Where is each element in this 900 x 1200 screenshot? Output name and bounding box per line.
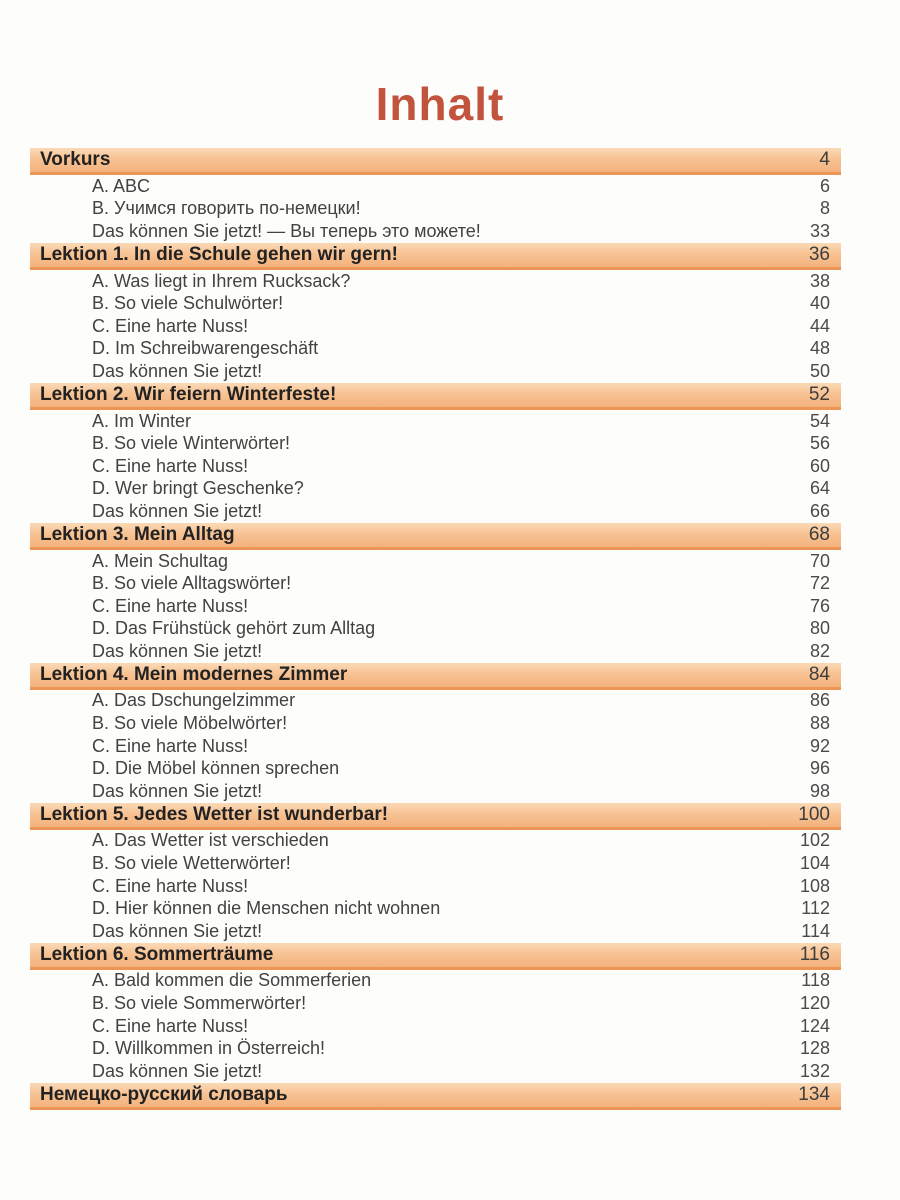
toc-entry <box>30 1060 841 1083</box>
toc-entry-label: C. Eine harte Nuss! <box>92 735 249 756</box>
toc-entry <box>30 175 841 198</box>
toc-entry-page-number: 54 <box>809 410 830 431</box>
toc-entry-page-number: 98 <box>809 780 830 801</box>
toc-entry-label: D. Die Möbel können sprechen <box>92 758 340 779</box>
toc-entry-label: C. Eine harte Nuss! <box>92 875 249 896</box>
toc-section-rows <box>30 410 841 523</box>
toc-entry-page-number: 70 <box>809 550 830 571</box>
toc-section <box>30 663 841 803</box>
toc-entry-label: A. Bald kommen die Sommerferien <box>92 970 372 991</box>
toc-entry-page-number: 6 <box>819 175 830 196</box>
toc-section-title: Lektion 2. Wir feiern Winterfeste! <box>40 383 337 405</box>
toc-entry-label: A. Im Winter <box>92 410 192 431</box>
toc-entry-label: Das können Sie jetzt! <box>92 360 263 381</box>
toc-entry-page-number: 114 <box>801 920 830 941</box>
toc-entry <box>30 757 841 780</box>
toc-entry-label: C. Eine harte Nuss! <box>92 595 249 616</box>
toc-entry-page-number: 102 <box>799 830 830 851</box>
toc-entry <box>30 595 841 618</box>
toc-entry <box>30 712 841 735</box>
toc-entry-label: Das können Sie jetzt! — Вы теперь это можете! <box>92 220 481 241</box>
toc-entry-page-number: 132 <box>799 1060 830 1081</box>
toc-entry-label: C. Eine harte Nuss! <box>92 315 249 336</box>
toc-entry-label: D. Hier können die Menschen nicht wohnen <box>92 898 441 919</box>
toc-entry-label: A. Das Dschungelzimmer <box>92 690 296 711</box>
toc-section <box>30 243 841 383</box>
toc-section-page-number: 100 <box>798 803 830 825</box>
toc-entry-label: D. Willkommen in Österreich! <box>92 1038 326 1059</box>
toc-entry-label: B. So viele Winterwörter! <box>92 433 291 454</box>
toc-entry <box>30 478 841 501</box>
toc-entry-page-number: 124 <box>799 1015 830 1036</box>
toc-section-header <box>30 243 841 270</box>
toc-entry <box>30 618 841 641</box>
toc-entry <box>30 338 841 361</box>
toc-entry-page-number: 40 <box>809 293 830 314</box>
toc-section-rows <box>30 270 841 383</box>
toc-section-header <box>30 523 841 550</box>
toc-section-page-number: 84 <box>808 663 830 685</box>
toc-section-page-number: 52 <box>808 383 830 405</box>
toc-entry-page-number: 44 <box>809 315 830 336</box>
toc-entry <box>30 852 841 875</box>
toc-entry-label: B. So viele Schulwörter! <box>92 293 284 314</box>
toc-entry-page-number: 96 <box>809 758 830 779</box>
toc-section-page-number: 4 <box>819 149 830 170</box>
toc-entry-label: A. Das Wetter ist verschieden <box>92 830 329 851</box>
toc-entry-page-number: 92 <box>809 735 830 756</box>
toc-entry-label: B. So viele Wetterwörter! <box>92 853 291 874</box>
toc-entry <box>30 1037 841 1060</box>
page-title: Inhalt <box>375 77 505 130</box>
toc-section <box>30 1083 841 1110</box>
toc-entry-page-number: 120 <box>799 993 830 1014</box>
toc-section-rows <box>30 830 841 943</box>
toc-entry-page-number: 33 <box>809 220 830 241</box>
toc-entry-label: В. Учимся говорить по-немецки! <box>92 198 361 219</box>
toc-section-title: Lektion 1. In die Schule gehen wir gern! <box>40 243 398 265</box>
toc-entry-page-number: 86 <box>809 690 830 711</box>
toc-entry-page-number: 60 <box>809 455 830 476</box>
toc-entry-page-number: 88 <box>809 713 830 734</box>
toc-entry-page-number: 72 <box>809 573 830 594</box>
toc-section-rows <box>30 175 841 243</box>
toc-entry <box>30 875 841 898</box>
toc-entry <box>30 897 841 920</box>
toc-section-title: Lektion 3. Mein Alltag <box>40 523 235 545</box>
toc-section-page-number: 134 <box>798 1083 830 1105</box>
toc-section <box>30 383 841 523</box>
toc-entry <box>30 992 841 1015</box>
toc-section <box>30 943 841 1083</box>
toc-section-title: Lektion 5. Jedes Wetter ist wunderbar! <box>40 803 389 825</box>
toc-entry-page-number: 50 <box>809 360 830 381</box>
toc-entry <box>30 198 841 221</box>
toc-section-title: Vorkurs <box>40 149 111 170</box>
toc-entry <box>30 455 841 478</box>
toc-entry-page-number: 104 <box>799 853 830 874</box>
toc-entry <box>30 292 841 315</box>
table-of-contents <box>30 148 841 1110</box>
toc-entry-page-number: 48 <box>809 338 830 359</box>
toc-section-header <box>30 383 841 410</box>
toc-entry-label: B. So viele Möbelwörter! <box>92 713 288 734</box>
toc-section-header <box>30 943 841 970</box>
toc-section-header <box>30 148 841 175</box>
toc-section-page-number: 36 <box>808 243 830 265</box>
toc-section-rows <box>30 550 841 663</box>
toc-entry <box>30 690 841 713</box>
toc-entry-label: Das können Sie jetzt! <box>92 920 263 941</box>
toc-entry-page-number: 66 <box>809 500 830 521</box>
toc-entry-label: D. Das Frühstück gehört zum Alltag <box>92 618 376 639</box>
toc-section-title: Немецко-русский словарь <box>40 1083 288 1105</box>
toc-entry <box>30 920 841 943</box>
toc-entry-page-number: 76 <box>809 595 830 616</box>
toc-entry-page-number: 108 <box>799 875 830 896</box>
toc-entry-page-number: 82 <box>809 640 830 661</box>
toc-entry <box>30 640 841 663</box>
toc-entry-label: A. Mein Schultag <box>92 550 229 571</box>
toc-entry-label: C. Eine harte Nuss! <box>92 1015 249 1036</box>
toc-entry <box>30 830 841 853</box>
toc-entry-page-number: 56 <box>809 433 830 454</box>
toc-section <box>30 523 841 663</box>
toc-entry <box>30 432 841 455</box>
toc-entry-label: A. ABC <box>92 175 151 196</box>
toc-entry-label: D. Im Schreibwarengeschäft <box>92 338 319 359</box>
toc-entry <box>30 315 841 338</box>
toc-entry-page-number: 38 <box>809 270 830 291</box>
toc-section-title: Lektion 4. Mein modernes Zimmer <box>40 663 348 685</box>
toc-entry-label: Das können Sie jetzt! <box>92 1060 263 1081</box>
toc-entry <box>30 1015 841 1038</box>
toc-entry-page-number: 112 <box>801 898 830 919</box>
toc-entry-label: A. Was liegt in Ihrem Rucksack? <box>92 270 351 291</box>
toc-entry-label: Das können Sie jetzt! <box>92 500 263 521</box>
toc-entry <box>30 360 841 383</box>
toc-entry-label: B. So viele Alltagswörter! <box>92 573 292 594</box>
toc-section-page-number: 68 <box>808 523 830 545</box>
toc-entry-page-number: 8 <box>819 198 830 219</box>
toc-section-rows <box>30 690 841 803</box>
toc-entry-page-number: 64 <box>809 478 830 499</box>
toc-section-rows <box>30 970 841 1083</box>
toc-section-title: Lektion 6. Sommerträume <box>40 943 274 965</box>
toc-entry-page-number: 80 <box>809 618 830 639</box>
toc-entry <box>30 550 841 573</box>
toc-entry-label: C. Eine harte Nuss! <box>92 455 249 476</box>
toc-entry-label: D. Wer bringt Geschenke? <box>92 478 304 499</box>
toc-entry <box>30 410 841 433</box>
toc-entry <box>30 970 841 993</box>
toc-entry-label: Das können Sie jetzt! <box>92 780 263 801</box>
toc-section-header <box>30 663 841 690</box>
toc-section-page-number: 116 <box>799 943 830 965</box>
toc-entry <box>30 500 841 523</box>
toc-entry <box>30 572 841 595</box>
toc-entry-label: Das können Sie jetzt! <box>92 640 263 661</box>
toc-entry <box>30 220 841 243</box>
toc-entry-page-number: 128 <box>799 1038 830 1059</box>
toc-entry <box>30 735 841 758</box>
toc-entry-label: B. So viele Sommerwörter! <box>92 993 307 1014</box>
toc-section <box>30 148 841 243</box>
toc-entry <box>30 270 841 293</box>
toc-section-header <box>30 1083 841 1110</box>
toc-entry <box>30 780 841 803</box>
toc-section <box>30 803 841 943</box>
toc-section-header <box>30 803 841 830</box>
toc-entry-page-number: 118 <box>801 970 830 991</box>
